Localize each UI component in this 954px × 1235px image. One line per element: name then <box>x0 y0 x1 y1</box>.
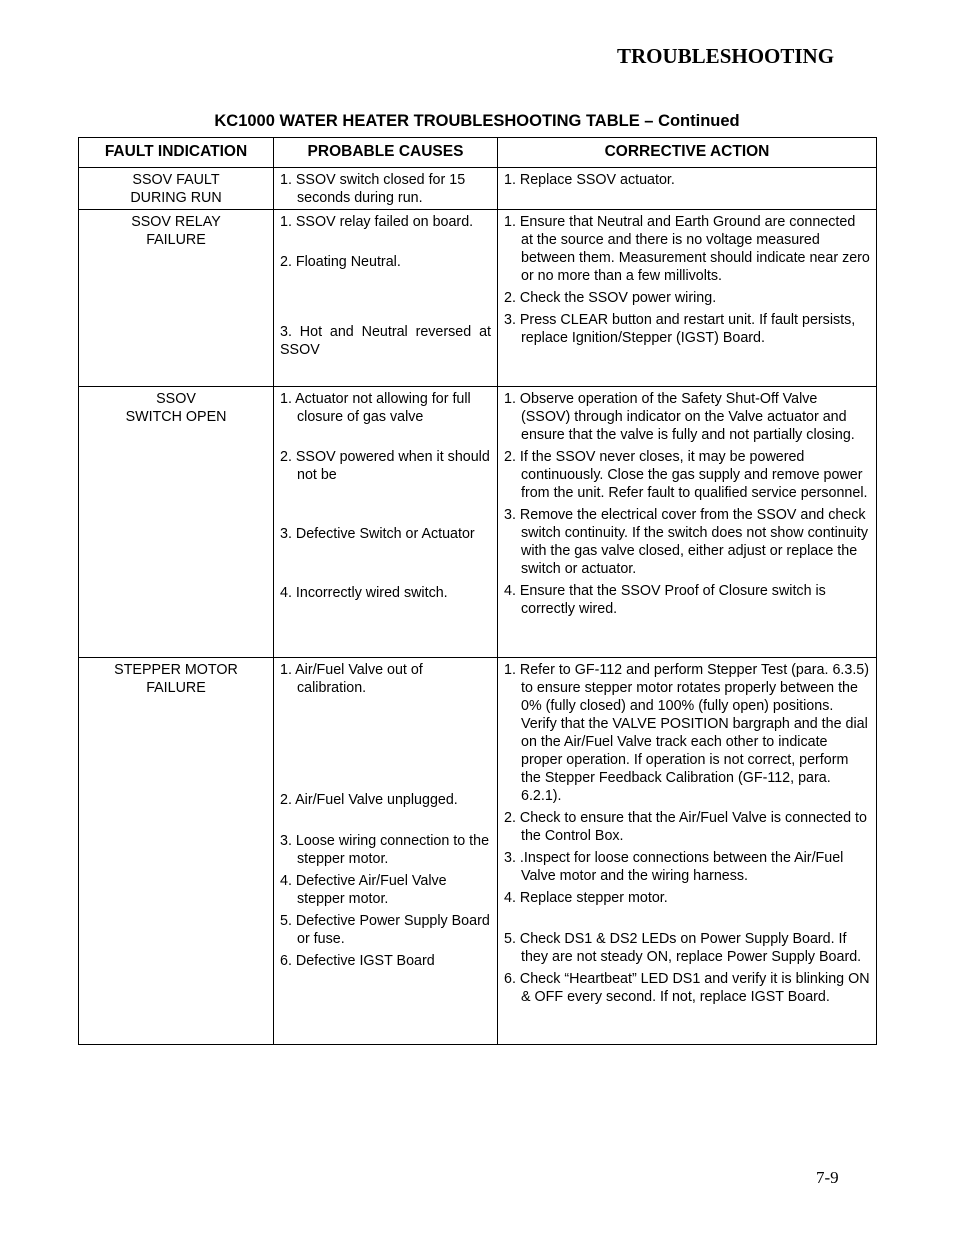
fault-line: SWITCH OPEN <box>125 409 227 425</box>
corrective-action-cell <box>498 168 877 210</box>
page-number: 7-9 <box>816 1168 839 1187</box>
cause-item: 3. Hot and Neutral reversed at SSOV <box>280 324 491 358</box>
action-item: 2. If the SSOV never closes, it may be powered continuously. Close the gas supply and remove power from the unit. Refer fault to qualified service personnel. <box>504 449 868 501</box>
fault-line: SSOV <box>156 391 196 407</box>
action-item: 1. Ensure that Neutral and Earth Ground are connected at the source and there is no voltage measured between them. Measurement should indicate near zero or no more than a few millivolts. <box>504 214 870 284</box>
cause-item: 5. Defective Power Supply Board or fuse. <box>280 913 490 947</box>
table-row <box>79 168 877 210</box>
column-header-action: CORRECTIVE ACTION <box>498 138 877 168</box>
fault-indication-cell <box>79 168 274 210</box>
cause-item: 4. Incorrectly wired switch. <box>280 585 448 601</box>
action-item: 3. Press CLEAR button and restart unit. If fault persists, replace Ignition/Stepper (IGST) Board. <box>504 312 856 346</box>
corrective-action-cell <box>498 387 877 658</box>
table-header-row <box>79 138 877 168</box>
cause-item: 1. SSOV relay failed on board. <box>280 214 474 230</box>
cause-item: 1. Air/Fuel Valve out of calibration. <box>280 662 423 696</box>
cause-item: 2. SSOV powered when it should not be <box>280 449 490 483</box>
troubleshooting-table <box>78 137 877 1045</box>
action-item: 2. Check to ensure that the Air/Fuel Valve is connected to the Control Box. <box>504 810 867 844</box>
cause-item: 1. Actuator not allowing for full closure of gas valve <box>280 391 471 425</box>
column-header-causes: PROBABLE CAUSES <box>274 138 498 168</box>
corrective-action-cell <box>498 658 877 1045</box>
action-item: 3. .Inspect for loose connections between the Air/Fuel Valve motor and the wiring harness. <box>504 850 844 884</box>
action-item: 2. Check the SSOV power wiring. <box>504 290 717 306</box>
action-item: 1. Refer to GF-112 and perform Stepper Test (para. 6.3.5) to ensure stepper motor rotates properly between the 0% (fully closed) and 100% (fully open) positions. Verify that the VALVE POSITION bargraph and the dial on the Air/Fuel Valve track each other to indicate proper operation. If operation is not correct, perform the Stepper Feedback Calibration (GF-112, para. 6.2.1). <box>504 662 870 804</box>
action-item: 6. Check “Heartbeat” LED DS1 and verify it is blinking ON & OFF every second. If not, replace IGST Board. <box>504 971 870 1005</box>
fault-indication-cell <box>79 658 274 1045</box>
cause-item: 1. SSOV switch closed for 15 seconds during run. <box>280 172 466 206</box>
table-title: KC1000 WATER HEATER TROUBLESHOOTING TABLE – Continued <box>214 112 740 130</box>
cause-item: 2. Air/Fuel Valve unplugged. <box>280 792 458 808</box>
fault-line: DURING RUN <box>130 190 222 206</box>
table-row <box>79 387 877 658</box>
cause-item: 4. Defective Air/Fuel Valve stepper motor. <box>280 873 447 907</box>
action-item: 4. Ensure that the SSOV Proof of Closure switch is correctly wired. <box>504 583 826 617</box>
cause-item: 3. Loose wiring connection to the stepper motor. <box>280 833 490 867</box>
action-item: 3. Remove the electrical cover from the SSOV and check switch continuity. If the switch does not show continuity with the gas valve closed, either adjust or replace the switch or actuator. <box>504 507 868 577</box>
section-title: TROUBLESHOOTING <box>617 44 835 68</box>
cause-item: 2. Floating Neutral. <box>280 254 401 270</box>
probable-causes-cell <box>274 387 498 658</box>
fault-indication-cell <box>79 387 274 658</box>
fault-line: STEPPER MOTOR <box>114 662 238 678</box>
cause-item: 6. Defective IGST Board <box>280 953 435 969</box>
column-header-fault: FAULT INDICATION <box>79 138 274 168</box>
fault-line: SSOV FAULT <box>132 172 220 188</box>
probable-causes-cell <box>274 168 498 210</box>
probable-causes-cell <box>274 658 498 1045</box>
table-row <box>79 210 877 387</box>
action-item: 4. Replace stepper motor. <box>504 890 668 906</box>
fault-line: SSOV RELAY <box>131 214 221 230</box>
cause-item: 3. Defective Switch or Actuator <box>280 526 475 542</box>
probable-causes-cell <box>274 210 498 387</box>
fault-line: FAILURE <box>146 232 206 248</box>
action-item: 1. Observe operation of the Safety Shut-Off Valve (SSOV) through indicator on the Valve actuator and ensure that the valve is fully and not partially closing. <box>504 391 855 443</box>
table-row <box>79 658 877 1045</box>
corrective-action-cell <box>498 210 877 387</box>
action-item: 1. Replace SSOV actuator. <box>504 172 675 188</box>
action-item: 5. Check DS1 & DS2 LEDs on Power Supply Board. If they are not steady ON, replace Power Supply Board. <box>504 931 862 965</box>
fault-indication-cell <box>79 210 274 387</box>
fault-line: FAILURE <box>146 680 206 696</box>
